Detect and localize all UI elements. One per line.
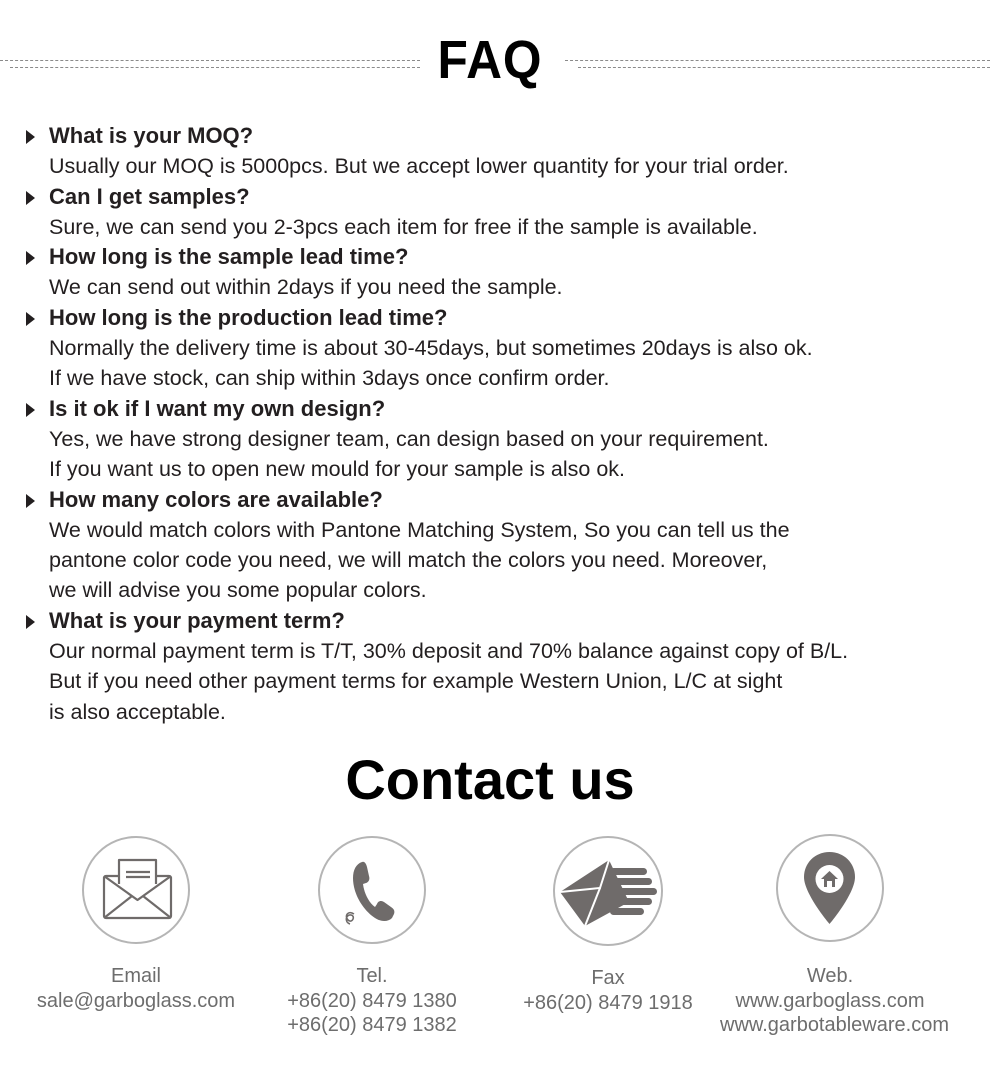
faq-list: [24, 121, 974, 727]
tel-icon-circle: [318, 836, 426, 944]
triangle-right-icon: [26, 191, 35, 205]
location-pin-home-icon: [778, 836, 881, 939]
faq-answer-line: Normally the delivery time is about 30-45days, but sometimes 20days is also ok.: [49, 336, 813, 361]
tel-number-2[interactable]: +86(20) 8479 1382: [287, 1014, 457, 1036]
faq-answer-line: we will advise you some popular colors.: [49, 578, 427, 603]
faq-answer-line: pantone color code you need, we will match the colors you need. Moreover,: [49, 548, 768, 573]
faq-question: [24, 121, 974, 151]
triangle-right-icon: [26, 403, 35, 417]
faq-item-sample-lead-time: [24, 242, 974, 303]
triangle-right-icon: [26, 130, 35, 144]
fax-flying-envelope-icon: [555, 838, 658, 941]
triangle-right-icon: [26, 494, 35, 508]
faq-answer-line: We can send out within 2days if you need the sample.: [49, 275, 563, 300]
faq-answer-line: But if you need other payment terms for example Western Union, L/C at sight: [49, 669, 783, 694]
faq-question-text: How long is the sample lead time?: [49, 244, 409, 270]
fax-number[interactable]: +86(20) 8479 1918: [523, 991, 693, 1014]
triangle-right-icon: [26, 615, 35, 629]
faq-answer-line: We would match colors with Pantone Matching System, So you can tell us the: [49, 517, 790, 542]
faq-question: [24, 394, 974, 424]
faq-question-text: What is your payment term?: [49, 607, 345, 633]
faq-question: [24, 303, 974, 333]
website-link-2[interactable]: www.garbotableware.com: [720, 1014, 949, 1036]
contact-label: Email: [110, 965, 161, 987]
contact-label: Web.: [806, 965, 854, 987]
faq-item-colors: [24, 485, 974, 606]
faq-question-text: Can I get samples?: [49, 183, 250, 209]
envelope-letter-icon: [84, 838, 187, 941]
faq-item-own-design: [24, 394, 974, 485]
faq-question-text: How long is the production lead time?: [49, 304, 448, 330]
contact-card-web: [720, 834, 949, 1038]
faq-question-text: Is it ok if I want my own design?: [49, 395, 386, 421]
email-icon-circle: [82, 836, 190, 944]
faq-item-moq: [24, 121, 974, 182]
contact-label: Fax: [591, 967, 625, 989]
faq-question: [24, 485, 974, 515]
faq-question-text: How many colors are available?: [49, 486, 383, 512]
faq-question-text: What is your MOQ?: [49, 123, 254, 148]
faq-answer-line: If we have stock, can ship within 3days once confirm order.: [49, 366, 610, 391]
tel-number-1[interactable]: +86(20) 8479 1380: [287, 989, 457, 1012]
faq-item-production-lead-time: [24, 303, 974, 394]
faq-answer-line: is also acceptable.: [49, 699, 226, 724]
contact-card-tel: [262, 836, 482, 1038]
faq-item-samples: [24, 182, 974, 243]
fax-icon-circle: [553, 836, 663, 946]
faq-answer-line: Usually our MOQ is 5000pcs. But we accept lower quantity for your trial order.: [49, 154, 789, 179]
faq-header: [0, 28, 990, 92]
faq-answer-line: Sure, we can send you 2-3pcs each item for free if the sample is available.: [49, 214, 758, 239]
faq-question: [24, 182, 974, 212]
faq-item-payment-term: [24, 606, 974, 727]
faq-title: FAQ: [437, 30, 543, 90]
faq-answer-line: If you want us to open new mould for your sample is also ok.: [49, 457, 626, 482]
contact-title: Contact us: [345, 748, 635, 811]
faq-answer-line: Our normal payment term is T/T, 30% deposit and 70% balance against copy of B/L.: [49, 639, 849, 664]
faq-question: [24, 242, 974, 272]
website-link-1[interactable]: www.garboglass.com: [735, 989, 925, 1012]
faq-question: [24, 606, 974, 636]
contact-card-email: [26, 836, 246, 1013]
contact-label: Tel.: [356, 965, 388, 987]
triangle-right-icon: [26, 251, 35, 265]
email-address-link[interactable]: sale@garboglass.com: [36, 989, 236, 1012]
contact-card-fax: [498, 836, 718, 1015]
telephone-handset-icon: [320, 838, 423, 941]
faq-answer-line: Yes, we have strong designer team, can design based on your requirement.: [49, 426, 769, 451]
web-icon-circle: [776, 834, 884, 942]
triangle-right-icon: [26, 312, 35, 326]
